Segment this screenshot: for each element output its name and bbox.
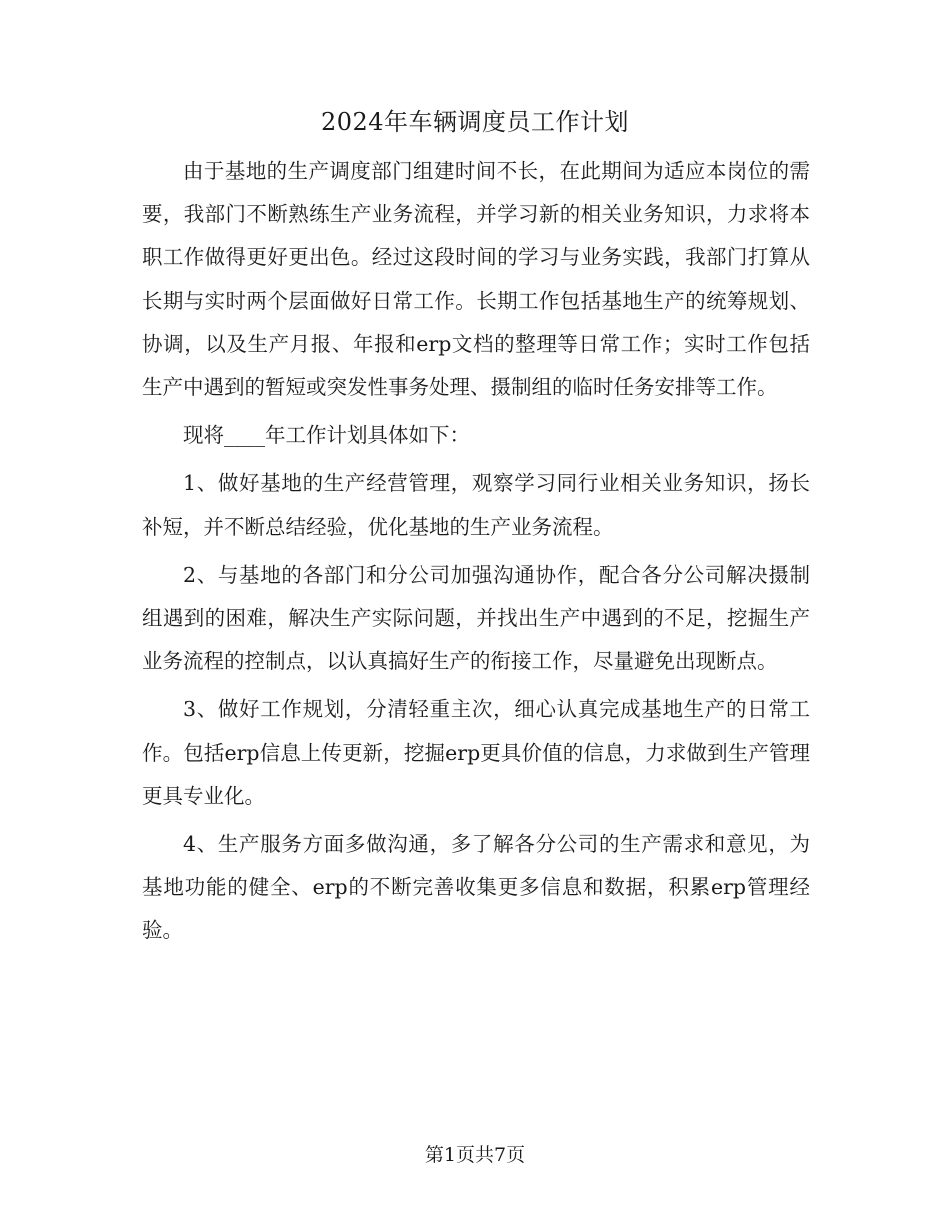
document-body	[142, 150, 810, 958]
document-title: 2024年车辆调度员工作计划	[320, 108, 630, 136]
paragraph-item-1: 1、做好基地的生产经营管理，观察学习同行业相关业务知识，扬长补短，并不断总结经验，优化基地的生产业务流程。	[142, 471, 810, 539]
paragraph-intro: 由于基地的生产调度部门组建时间不长，在此期间为适应本岗位的需要，我部门不断熟练生产业务流程，并学习新的相关业务知识，力求将本职工作做得更好更出色。经过这段时间的学习与业务实践，我部门打算从长期与实时两个层面做好日常工作。长期工作包括基地生产的统筹规划、协调，以及生产月报、年报和erp文档的整理等日常工作；实时工作包括生产中遇到的暂短或突发性事务处理、摄制组的临时任务安排等工作。	[142, 159, 810, 400]
paragraph-item-4: 4、生产服务方面多做沟通，多了解各分公司的生产需求和意见，为基地功能的健全、erp的不断完善收集更多信息和数据，积累erp管理经验。	[142, 832, 810, 943]
paragraph-item-3: 3、做好工作规划，分清轻重主次，细心认真完成基地生产的日常工作。包括erp信息上传更新，挖掘erp更具价值的信息，力求做到生产管理更具专业化。	[142, 697, 810, 808]
paragraph-item-2: 2、与基地的各部门和分公司加强沟通协作，配合各分公司解决摄制组遇到的困难，解决生产实际问题，并找出生产中遇到的不足，挖掘生产业务流程的控制点，以认真搞好生产的衔接工作，尽量避免出现断点。	[142, 562, 810, 674]
paragraph-plan-lead: 现将____年工作计划具体如下：	[183, 423, 470, 448]
page-number-footer: 第1页共7页	[424, 1144, 526, 1166]
